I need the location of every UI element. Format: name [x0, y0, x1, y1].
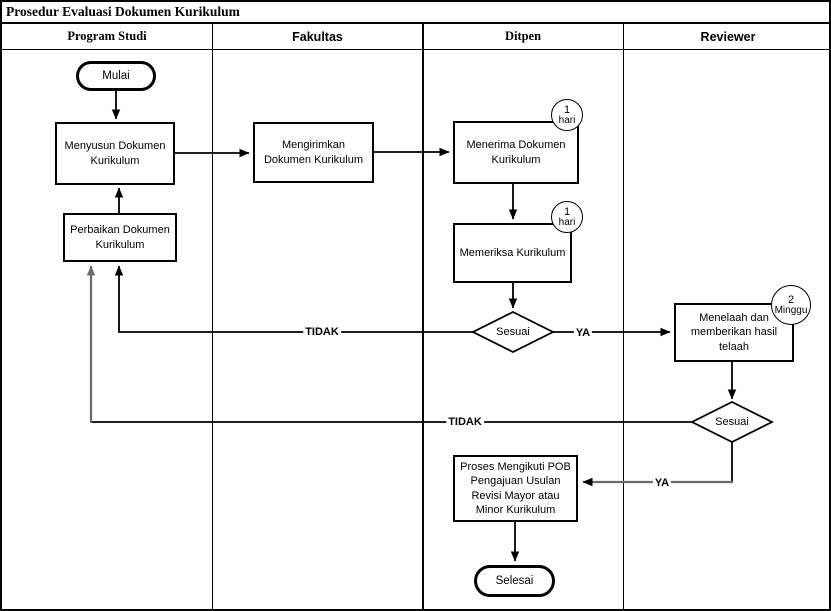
flow-node-selesai	[474, 565, 555, 597]
edge-label-tidak-reviewer	[446, 416, 484, 428]
badge-unit: hari	[558, 216, 576, 228]
badge-unit: hari	[558, 114, 576, 126]
edge-label-tidak-ditpen	[303, 326, 341, 338]
badge-value: 1	[563, 205, 571, 218]
flow-node-label: Mulai	[102, 69, 130, 82]
flow-node-label: Menelaah dan memberikan hasil telaah	[690, 312, 778, 353]
flow-node-label: Perbaikan Dokumen Kurikulum	[70, 224, 170, 251]
flow-node-perbaikan	[63, 213, 177, 262]
flow-node-menyusun	[55, 122, 175, 185]
flow-node-label: Memeriksa Kurikulum	[459, 246, 566, 259]
lane-header-label: Reviewer	[700, 29, 756, 44]
duration-badge-memeriksa	[551, 201, 583, 233]
decision-label: Sesuai	[496, 326, 530, 338]
flow-node-label: Mengirimkan Dokumen Kurikulum	[263, 139, 364, 166]
diagram-title: Prosedur Evaluasi Dokumen Kurikulum	[6, 4, 240, 19]
decision-label-sesuai-ditpen	[496, 326, 530, 338]
badge-value: 1	[563, 103, 571, 116]
edges-black	[91, 91, 732, 561]
lane-header-label: Fakultas	[292, 29, 343, 44]
flow-node-mengirimkan	[253, 122, 374, 183]
edge-label-ya-reviewer	[653, 477, 671, 489]
badge-unit: Minggu	[774, 304, 808, 316]
edge-sesuai-tidak-to-perbaikan	[119, 266, 473, 332]
duration-badge-menelaah	[771, 285, 811, 325]
edge-label: TIDAK	[305, 326, 339, 338]
duration-badge-menerima	[551, 99, 583, 131]
decision-label: Sesuai	[715, 416, 749, 428]
flow-node-memeriksa	[453, 223, 572, 283]
edge-label: TIDAK	[448, 416, 482, 428]
lane-header-label: Program Studi	[67, 29, 147, 43]
lane-header-label: Ditpen	[504, 29, 542, 43]
flow-node-label: Selesai	[495, 574, 534, 587]
flow-node-mulai	[76, 61, 156, 91]
edges-gray	[91, 266, 733, 482]
flow-node-menerima	[453, 121, 579, 184]
badge-value: 2	[787, 293, 795, 306]
edge-label: YA	[575, 327, 591, 339]
flow-node-proses-pob	[453, 455, 578, 522]
flow-node-label: Menyusun Dokumen Kurikulum	[64, 140, 166, 167]
edge-label: YA	[654, 477, 670, 489]
flow-node-label: Proses Mengikuti POB Pengajuan Usulan Revisi Mayor atau Minor Kurikulum	[460, 460, 571, 516]
edge-label-ya-ditpen	[574, 327, 592, 339]
decision-label-sesuai-reviewer	[715, 416, 749, 428]
flow-node-label: Menerima Dokumen Kurikulum	[466, 139, 566, 166]
